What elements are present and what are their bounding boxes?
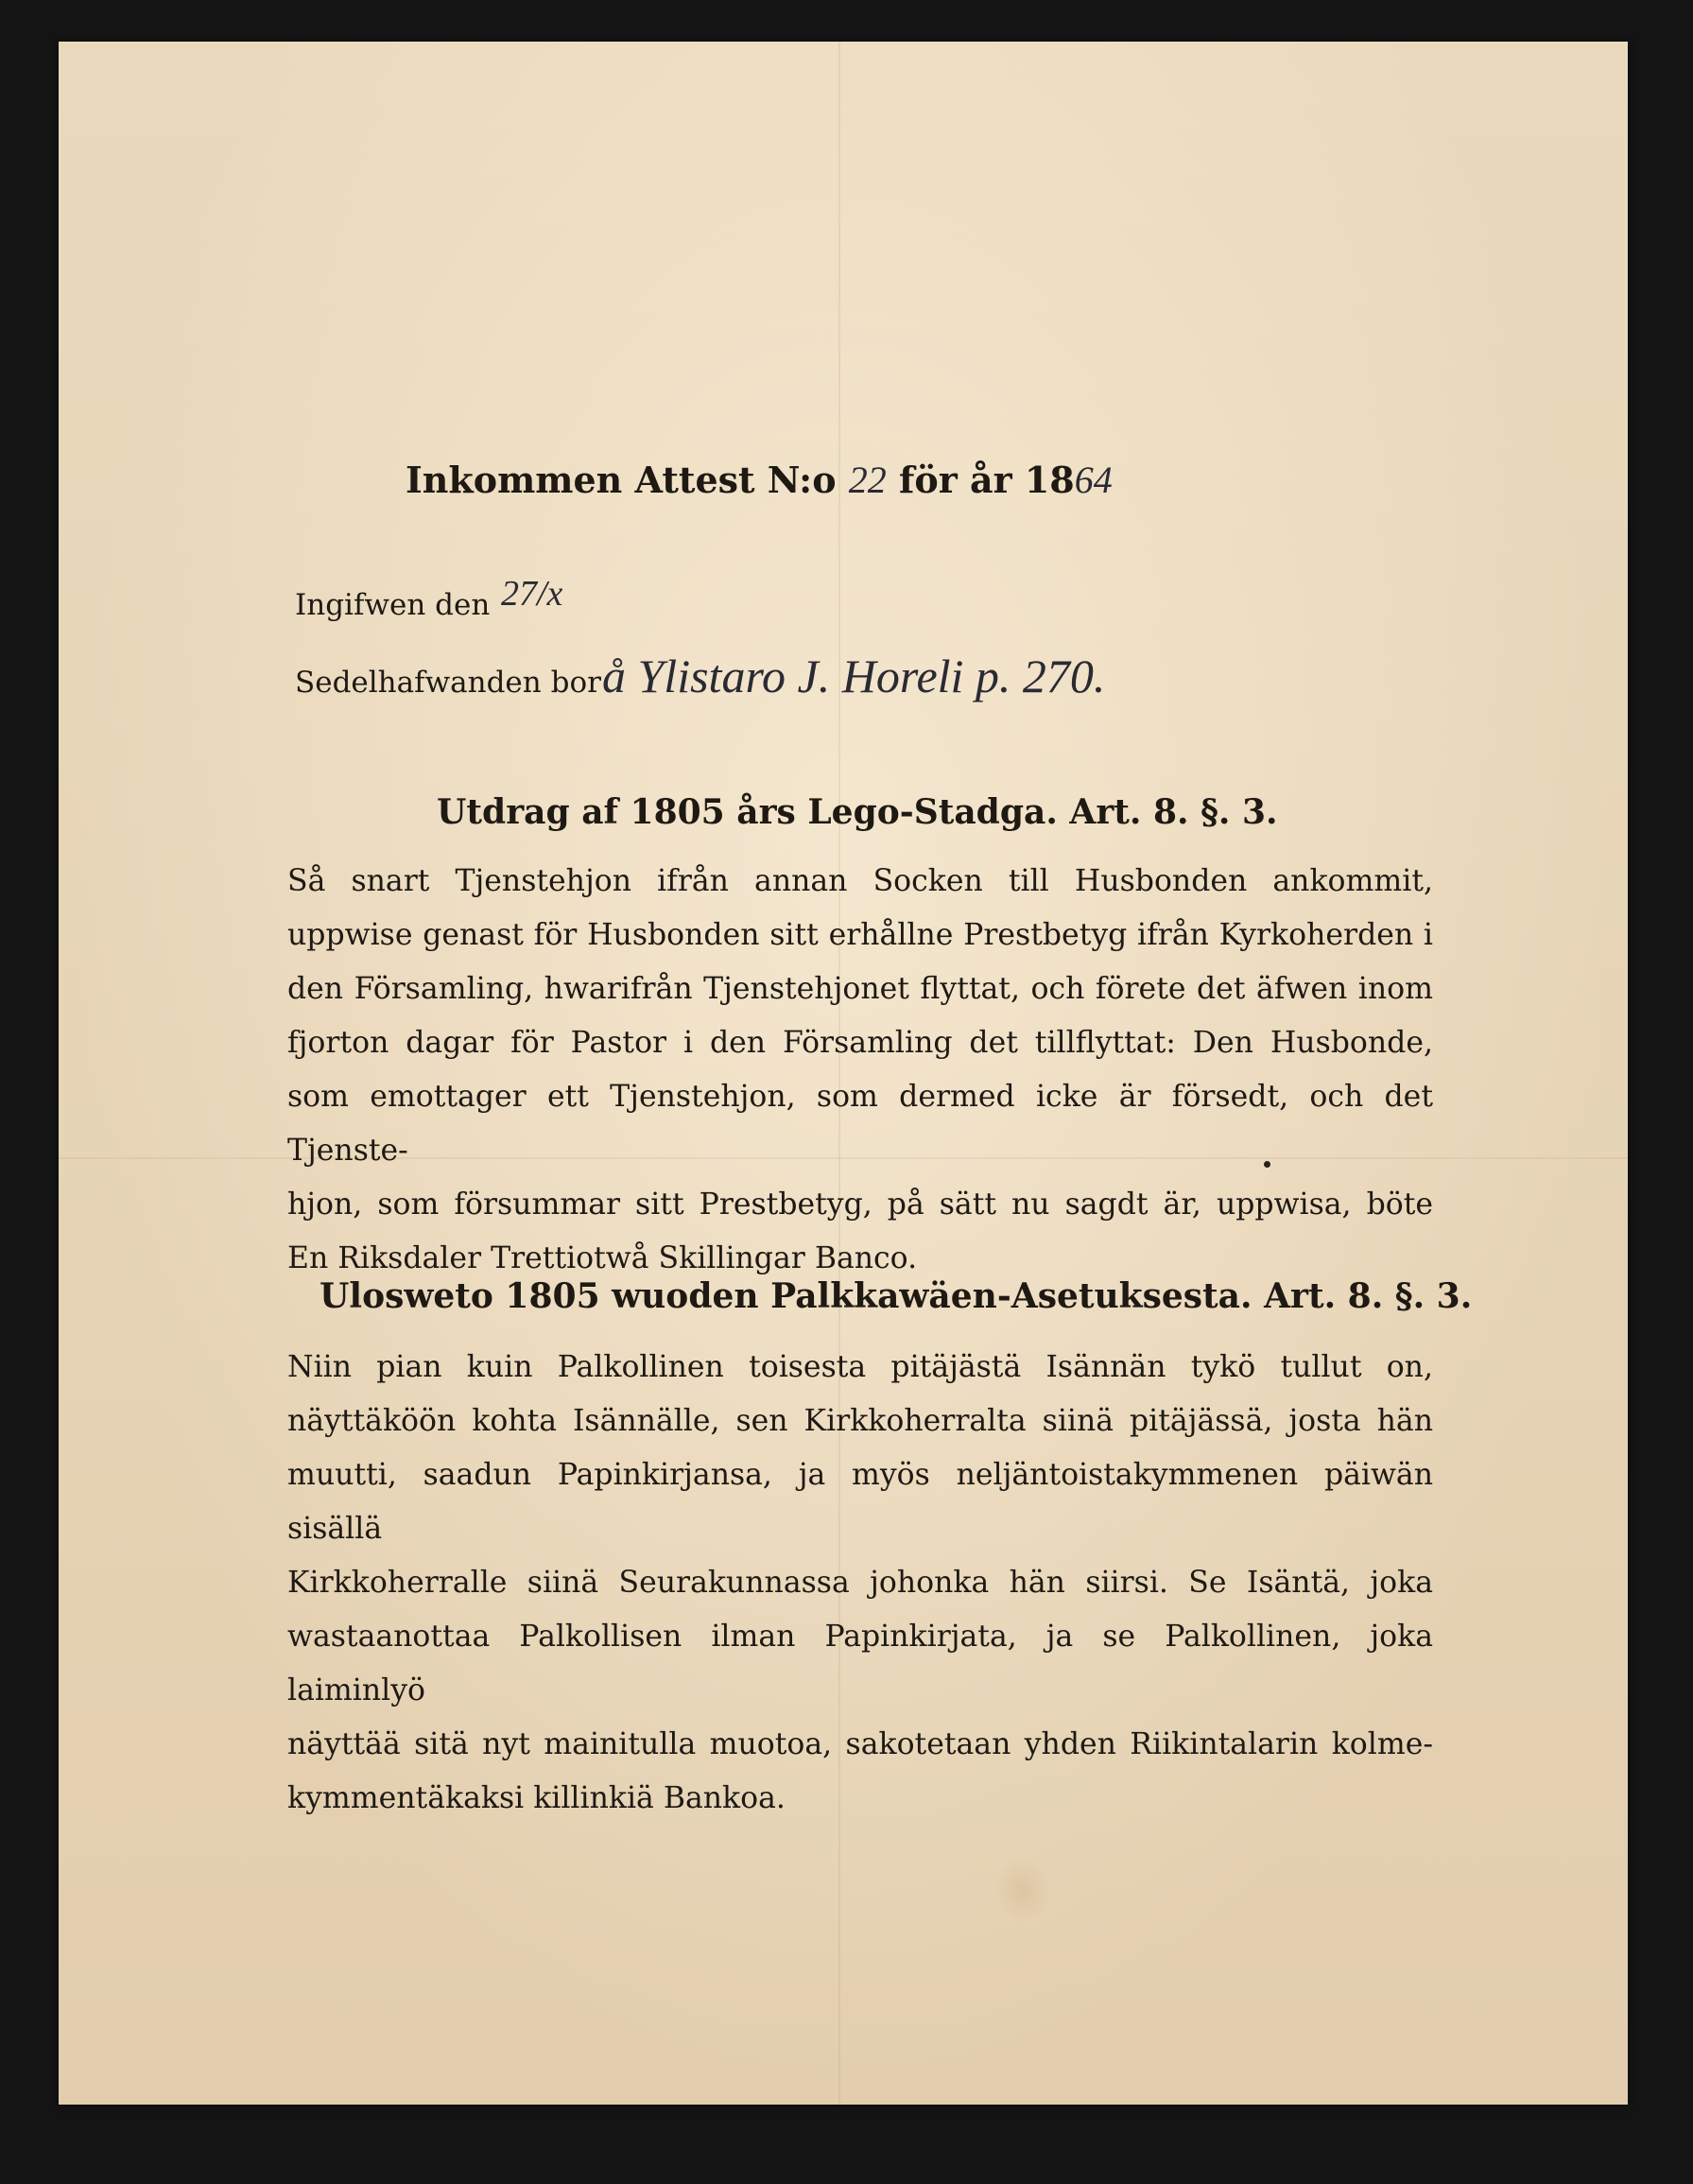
document-sheet (59, 42, 1628, 2105)
title-label: Inkommen Attest N:o (406, 459, 837, 501)
finnish-line: Niin pian kuin Palkollinen toisesta pitäjästä Isännän tykö tullut on, (287, 1350, 1433, 1384)
paper-stain (994, 1857, 1051, 1923)
document-title (406, 458, 1113, 502)
finnish-line: kymmentäkaksi killinkiä Bankoa. (287, 1781, 786, 1815)
finnish-line: näyttää sitä nyt mainitulla muotoa, sakotetaan yhden Riikintalarin kolme- (287, 1727, 1433, 1761)
swedish-body (287, 855, 1433, 1286)
swedish-line: Så snart Tjenstehjon ifrån annan Socken till Husbonden ankommit, (287, 864, 1433, 898)
attest-number: 22 (848, 459, 887, 501)
swedish-line: fjorton dagar för Pastor i den Församling det tillflyttat: Den Husbonde, (287, 1026, 1433, 1060)
finnish-body (287, 1341, 1433, 1826)
finnish-heading: Ulosweto 1805 wuoden Palkkawäen-Asetuksesta. Art. 8. §. 3. (320, 1276, 1473, 1316)
residence-label: Sedelhafwanden bor (295, 666, 601, 700)
year-suffix: 64 (1074, 459, 1113, 501)
swedish-heading: Utdrag af 1805 års Lego-Stadga. Art. 8. §. 3. (437, 792, 1278, 832)
swedish-line: den Församling, hwarifrån Tjenstehjonet flyttat, och förete det äfwen inom (287, 972, 1433, 1006)
residence-value: å Ylistaro J. Horeli p. 270. (602, 650, 1106, 702)
ingiven-label: Ingifwen den (295, 588, 491, 622)
swedish-line: uppwise genast för Husbonden sitt erhållne Prestbetyg ifrån Kyrkoherden i (287, 918, 1433, 952)
finnish-line: wastaanottaa Palkollisen ilman Papinkirjata, ja se Palkollinen, joka laiminlyö (287, 1620, 1433, 1707)
swedish-line: som emottager ett Tjenstehjon, som dermed icke är försedt, och det Tjenste- (287, 1080, 1433, 1168)
finnish-line: näyttäköön kohta Isännälle, sen Kirkkoherralta siinä pitäjässä, josta hän (287, 1404, 1433, 1438)
year-label: för år 18 (899, 459, 1075, 501)
finnish-line: muutti, saadun Papinkirjansa, ja myös neljäntoistakymmenen päiwän sisällä (287, 1458, 1433, 1546)
swedish-line: hjon, som försummar sitt Prestbetyg, på sätt nu sagdt är, uppwisa, böte (287, 1187, 1433, 1222)
finnish-line: Kirkkoherralle siinä Seurakunnassa johonka hän siirsi. Se Isäntä, joka (287, 1566, 1433, 1600)
ingiven-value: 27/x (501, 574, 563, 614)
swedish-line: En Riksdaler Trettiotwå Skillingar Banco. (287, 1241, 918, 1275)
